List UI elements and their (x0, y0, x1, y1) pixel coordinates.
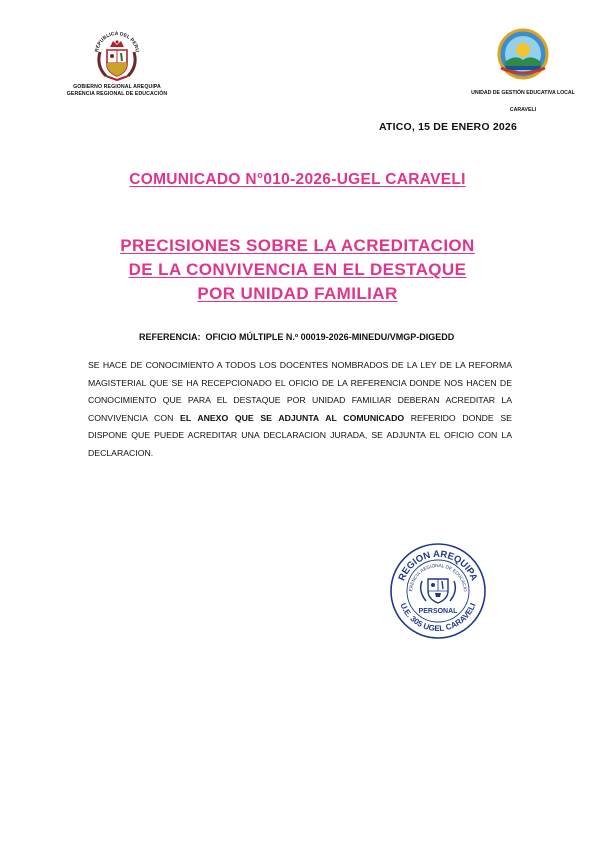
referencia-label: REFERENCIA: (139, 332, 201, 342)
document-date: ATICO, 15 DE ENERO 2026 (378, 121, 517, 133)
body-line-3: CONOCIMIENTO QUE PARA EL DESTAQUE POR UNIDAD FAMILIAR DEBERAN ACREDITAR LA (88, 395, 512, 405)
title-line-1: PRECISIONES SOBRE LA ACREDITACION (120, 236, 475, 255)
body-line-4-pre: CONVIVENCIA CON (88, 412, 174, 423)
body-line-5: DISPONE QUE PUEDE ACREDITAR UNA DECLARACION JURADA, SE ADJUNTA EL OFICIO CON LA (88, 430, 512, 440)
document-title (0, 234, 595, 306)
gobierno-regional-logo (66, 30, 168, 97)
stamp-center-text: PERSONAL (418, 608, 458, 615)
gobierno-regional-caption-2: GERENCIA REGIONAL DE EDUCACIÓN (66, 90, 168, 97)
ugel-caption-1: UNIDAD DE GESTIÓN EDUCATIVA LOCAL (471, 90, 575, 96)
stamp-inner-top-text: ERENCIA REGIONAL DE EDUCACIO (408, 562, 469, 592)
ugel-caraveli-logo (468, 28, 578, 114)
crest-arc-text: REPUBLICA DEL PERU (94, 30, 140, 53)
stamp-outer-bottom-text: U.E. 305 UGEL CARAVELI (398, 601, 478, 634)
comunicado-number-text: COMUNICADO N°010-2026-UGEL CARAVELI (129, 171, 466, 188)
body-line-4 (88, 410, 512, 428)
peru-coat-of-arms-icon (86, 30, 148, 84)
title-line-3: POR UNIDAD FAMILIAR (197, 284, 398, 303)
referencia (139, 332, 454, 342)
gobierno-regional-caption-1: GOBIERNO REGIONAL AREQUIPA (73, 84, 161, 90)
body-paragraph (88, 357, 512, 462)
body-line-1: SE HACE DE CONOCIMIENTO A TODOS LOS DOCENTES NOMBRADOS DE LA LEY DE LA REFORMA (88, 360, 512, 370)
body-line-4-post: REFERIDO DONDE SE (410, 412, 512, 423)
body-line-6: DECLARACION. (88, 447, 154, 458)
ugel-caraveli-emblem-icon (495, 28, 551, 80)
comunicado-number (0, 171, 595, 189)
referencia-value: OFICIO MÚLTIPLE N.º 00019-2026-MINEDU/VMGP-DIGEDD (205, 332, 455, 342)
body-line-2: MAGISTERIAL QUE SE HA RECEPCIONADO EL OFICIO DE LA REFERENCIA DONDE NOS HACEN DE (88, 377, 512, 388)
body-line-4-bold: EL ANEXO QUE SE ADJUNTA AL COMUNICADO (180, 412, 405, 423)
peru-shield-stamp-icon (421, 579, 456, 603)
title-line-2: DE LA CONVIVENCIA EN EL DESTAQUE (128, 260, 467, 279)
personal-office-stamp (388, 541, 488, 641)
stamp-outer-top-text: REGION AREQUIPA (396, 548, 480, 583)
ugel-caption-2: CARAVELI (509, 106, 537, 113)
